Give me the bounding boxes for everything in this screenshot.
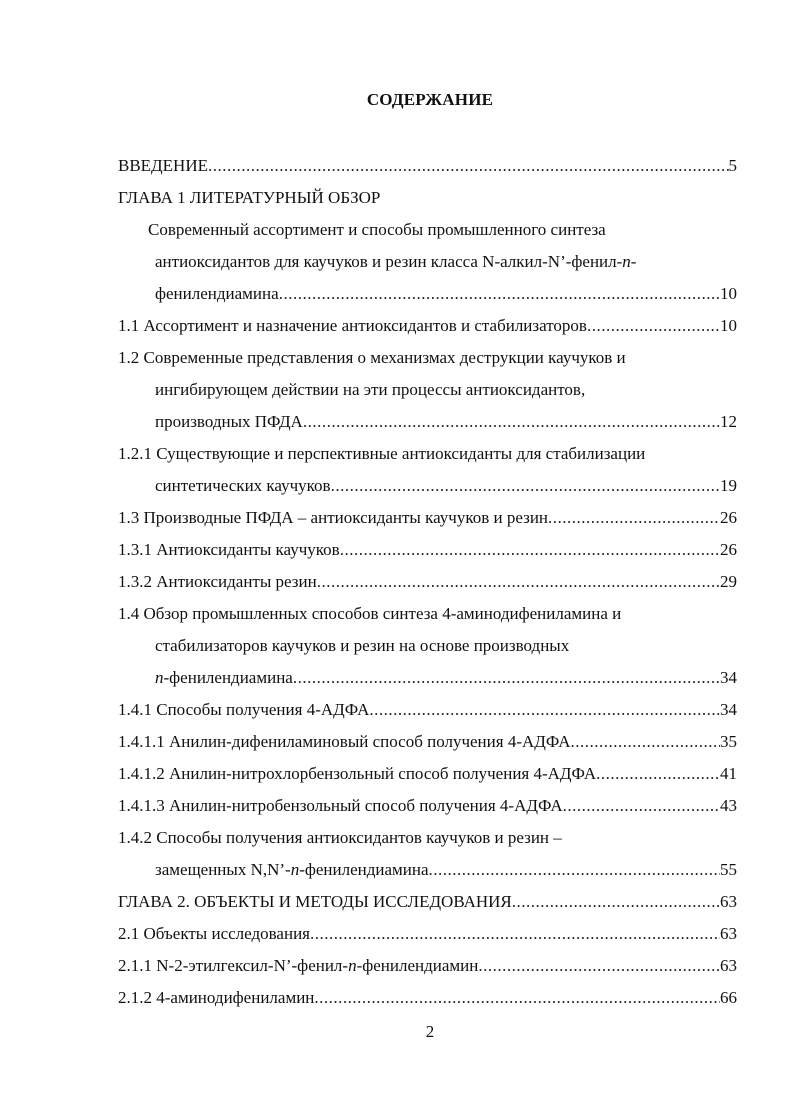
leader-dots [429, 860, 720, 880]
toc-page-number: 19 [720, 476, 737, 495]
leader-dots [369, 700, 720, 720]
toc-entry-1-3[interactable]: 1.3 Производные ПФДА – антиоксиданты каучуков и резин ..... 26 [118, 508, 737, 528]
toc-entry-introduction[interactable]: ВВЕДЕНИЕ ..... 5 [118, 156, 737, 176]
leader-dots [478, 956, 720, 976]
toc-page-number: 5 [728, 156, 737, 175]
toc-entry-2-1[interactable]: 2.1 Объекты исследования ..... 63 [118, 924, 737, 944]
toc-entry-last-line[interactable]: фенилендиамина ..... 10 [155, 284, 737, 304]
leader-dots [340, 540, 720, 560]
toc-entry-1-3-2[interactable]: 1.3.2 Антиоксиданты резин ..... 29 [118, 572, 737, 592]
toc-entry-2-1-2[interactable]: 2.1.2 4-аминодифениламин ..... 66 [118, 988, 737, 1008]
leader-dots [548, 508, 720, 528]
leader-dots [571, 732, 721, 752]
toc-entry-line[interactable]: антиоксидантов для каучуков и резин класса N-алкил-N’-фенил-п- [155, 252, 637, 271]
toc-page-number: 63 [720, 892, 737, 911]
toc-entry-1-2-1-line[interactable]: 1.2.1 Существующие и перспективные антиоксиданты для стабилизации [118, 444, 646, 463]
toc-page-number: 66 [720, 988, 737, 1007]
toc-page-number: 10 [720, 284, 737, 303]
toc-page-number: 35 [720, 732, 737, 751]
leader-dots [317, 572, 720, 592]
leader-dots [563, 796, 720, 816]
toc-page-number: 12 [720, 412, 737, 431]
toc-page-number: 41 [720, 764, 737, 783]
toc-chapter-1-heading[interactable]: ГЛАВА 1 ЛИТЕРАТУРНЫЙ ОБЗОР [118, 188, 381, 207]
leader-dots [587, 316, 720, 336]
toc-entry-1-4-line[interactable]: 1.4 Обзор промышленных способов синтеза 4-аминодифениламина и [118, 604, 622, 623]
toc-page-number: 34 [720, 668, 737, 687]
toc-page-number: 10 [720, 316, 737, 335]
toc-entry-line[interactable]: Современный ассортимент и способы промышленного синтеза [148, 220, 606, 239]
leader-dots [303, 412, 720, 432]
leader-dots [208, 156, 729, 176]
toc-entry-2-1-1[interactable]: 2.1.1 N-2-этилгексил-N’-фенил-п-фенилендиамин ..... 63 [118, 956, 737, 976]
toc-entry-1-4-line[interactable]: стабилизаторов каучуков и резин на основе производных [155, 636, 570, 655]
leader-dots [314, 988, 720, 1008]
leader-dots [512, 892, 720, 912]
page-title: СОДЕРЖАНИЕ [366, 90, 494, 109]
toc-entry-1-4-1-1[interactable]: 1.4.1.1 Анилин-дифениламиновый способ получения 4-АДФА ..... 35 [118, 732, 737, 752]
toc-page-number: 26 [720, 508, 737, 527]
toc-entry-1-3-1[interactable]: 1.3.1 Антиоксиданты каучуков ..... 26 [118, 540, 737, 560]
toc-entry-1-4-last-line[interactable]: п-фенилендиамина ..... 34 [155, 668, 737, 688]
toc-page-number: 43 [720, 796, 737, 815]
toc-entry-1-2-line[interactable]: 1.2 Современные представления о механизмах деструкции каучуков и [118, 348, 626, 367]
leader-dots [331, 476, 720, 496]
leader-dots [279, 284, 720, 304]
toc-entry-1-4-2-last-line[interactable]: замещенных N,N’-п-фенилендиамина ..... 55 [155, 860, 737, 880]
toc-entry-1-2-1-last-line[interactable]: синтетических каучуков ..... 19 [155, 476, 737, 496]
toc-entry-1-2-line[interactable]: ингибирующем действии на эти процессы антиоксидантов, [155, 380, 586, 399]
toc-chapter-2[interactable]: ГЛАВА 2. ОБЪЕКТЫ И МЕТОДЫ ИССЛЕДОВАНИЯ ..... 63 [118, 892, 737, 912]
toc-entry-1-4-1-3[interactable]: 1.4.1.3 Анилин-нитробензольный способ получения 4-АДФА ..... 43 [118, 796, 737, 816]
toc-page-number: 63 [720, 956, 737, 975]
leader-dots [596, 764, 720, 784]
toc-page-number: 55 [720, 860, 737, 879]
page-number: 2 [425, 1022, 435, 1041]
leader-dots [310, 924, 720, 944]
toc-entry-1-4-2-line[interactable]: 1.4.2 Способы получения антиоксидантов каучуков и резин – [118, 828, 562, 847]
toc-page-number: 34 [720, 700, 737, 719]
leader-dots [293, 668, 720, 688]
toc-entry-1-4-1[interactable]: 1.4.1 Способы получения 4-АДФА ..... 34 [118, 700, 737, 720]
toc-page-number: 29 [720, 572, 737, 591]
toc-page-number: 26 [720, 540, 737, 559]
toc-entry-1-1[interactable]: 1.1 Ассортимент и назначение антиоксидантов и стабилизаторов ..... 10 [118, 316, 737, 336]
toc-entry-1-2-last-line[interactable]: производных ПФДА ..... 12 [155, 412, 737, 432]
toc-page-number: 63 [720, 924, 737, 943]
toc-entry-1-4-1-2[interactable]: 1.4.1.2 Анилин-нитрохлорбензольный способ получения 4-АДФА ..... 41 [118, 764, 737, 784]
